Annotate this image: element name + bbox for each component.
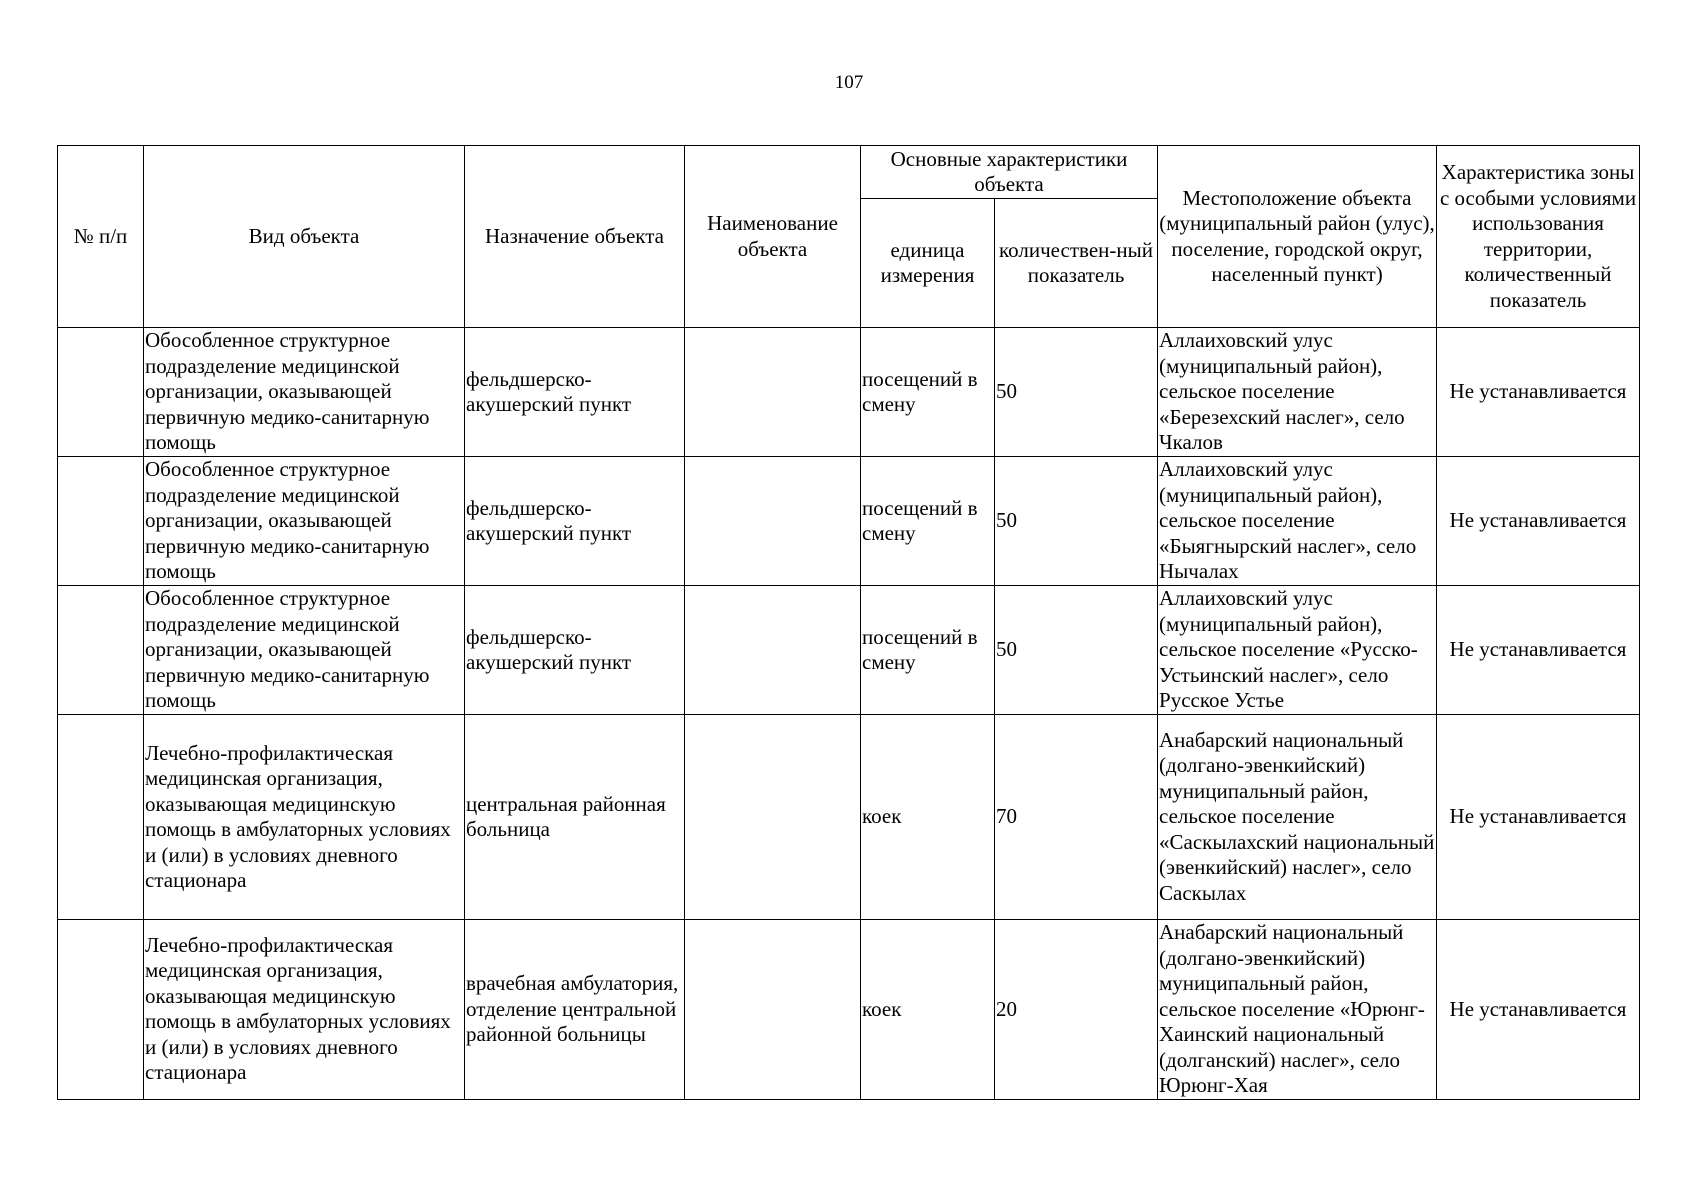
page-number: 107	[834, 72, 864, 93]
cell-name	[685, 328, 861, 457]
header-location: Местоположение объекта (муниципальный район (улус), поселение, городской округ, населенный пункт)	[1158, 146, 1437, 328]
cell-kind: Обособленное структурное подразделение медицинской организации, оказывающей первичную медико-санитарную помощь	[144, 457, 465, 586]
cell-purpose: фельдшерско-акушерский пункт	[465, 328, 685, 457]
cell-num	[58, 457, 144, 586]
cell-location: Аллаиховский улус (муниципальный район), сельское поселение «Березехский наслег», село Чкалов	[1158, 328, 1437, 457]
cell-location: Аллаиховский улус (муниципальный район), сельское поселение «Русско-Устьинский наслег», село Русское Устье	[1158, 586, 1437, 715]
cell-location: Анабарский национальный (долгано-эвенкийский) муниципальный район, сельское поселение «Саскылахский национальный (эвенкийский) наслег», село Саскылах	[1158, 715, 1437, 920]
cell-name	[685, 715, 861, 920]
table-row	[58, 328, 1640, 457]
header-name: Наименование объекта	[685, 146, 861, 328]
cell-unit: коек	[861, 920, 995, 1100]
cell-num	[58, 920, 144, 1100]
cell-purpose: фельдшерско-акушерский пункт	[465, 586, 685, 715]
header-main-characteristics: Основные характеристики объекта	[861, 146, 1158, 199]
cell-quantity: 50	[995, 328, 1158, 457]
cell-num	[58, 328, 144, 457]
objects-table	[57, 145, 1640, 1100]
cell-num	[58, 715, 144, 920]
cell-zone: Не устанавливается	[1437, 586, 1640, 715]
table-row	[58, 457, 1640, 586]
header-unit: единица измерения	[861, 199, 995, 328]
cell-name	[685, 586, 861, 715]
cell-zone: Не устанавливается	[1437, 328, 1640, 457]
cell-kind: Обособленное структурное подразделение медицинской организации, оказывающей первичную медико-санитарную помощь	[144, 586, 465, 715]
cell-zone: Не устанавливается	[1437, 715, 1640, 920]
cell-location: Анабарский национальный (долгано-эвенкийский) муниципальный район, сельское поселение «Юрюнг-Хаинский национальный (долганский) наслег», село Юрюнг-Хая	[1158, 920, 1437, 1100]
cell-name	[685, 457, 861, 586]
cell-quantity: 20	[995, 920, 1158, 1100]
cell-num	[58, 586, 144, 715]
cell-quantity: 70	[995, 715, 1158, 920]
cell-zone: Не устанавливается	[1437, 457, 1640, 586]
cell-purpose: врачебная амбулатория, отделение центральной районной больницы	[465, 920, 685, 1100]
cell-purpose: центральная районная больница	[465, 715, 685, 920]
header-zone: Характеристика зоны с особыми условиями использования территории, количественный показатель	[1437, 146, 1640, 328]
cell-kind: Лечебно-профилактическая медицинская организация, оказывающая медицинскую помощь в амбулаторных условиях и (или) в условиях дневного стационара	[144, 715, 465, 920]
table-row	[58, 920, 1640, 1100]
cell-name	[685, 920, 861, 1100]
cell-kind: Обособленное структурное подразделение медицинской организации, оказывающей первичную медико-санитарную помощь	[144, 328, 465, 457]
cell-unit: посещений в смену	[861, 586, 995, 715]
cell-purpose: фельдшерско-акушерский пункт	[465, 457, 685, 586]
cell-unit: посещений в смену	[861, 328, 995, 457]
header-purpose: Назначение объекта	[465, 146, 685, 328]
header-num: № п/п	[58, 146, 144, 328]
cell-quantity: 50	[995, 457, 1158, 586]
cell-location: Аллаиховский улус (муниципальный район), сельское поселение «Быягнырский наслег», село Нычалах	[1158, 457, 1437, 586]
header-kind: Вид объекта	[144, 146, 465, 328]
header-quantity: количествен-ный показатель	[995, 199, 1158, 328]
table-row	[58, 586, 1640, 715]
table-header-row	[58, 146, 1640, 199]
cell-kind: Лечебно-профилактическая медицинская организация, оказывающая медицинскую помощь в амбулаторных условиях и (или) в условиях дневного стационара	[144, 920, 465, 1100]
cell-unit: коек	[861, 715, 995, 920]
table-row	[58, 715, 1640, 920]
cell-zone: Не устанавливается	[1437, 920, 1640, 1100]
cell-unit: посещений в смену	[861, 457, 995, 586]
cell-quantity: 50	[995, 586, 1158, 715]
